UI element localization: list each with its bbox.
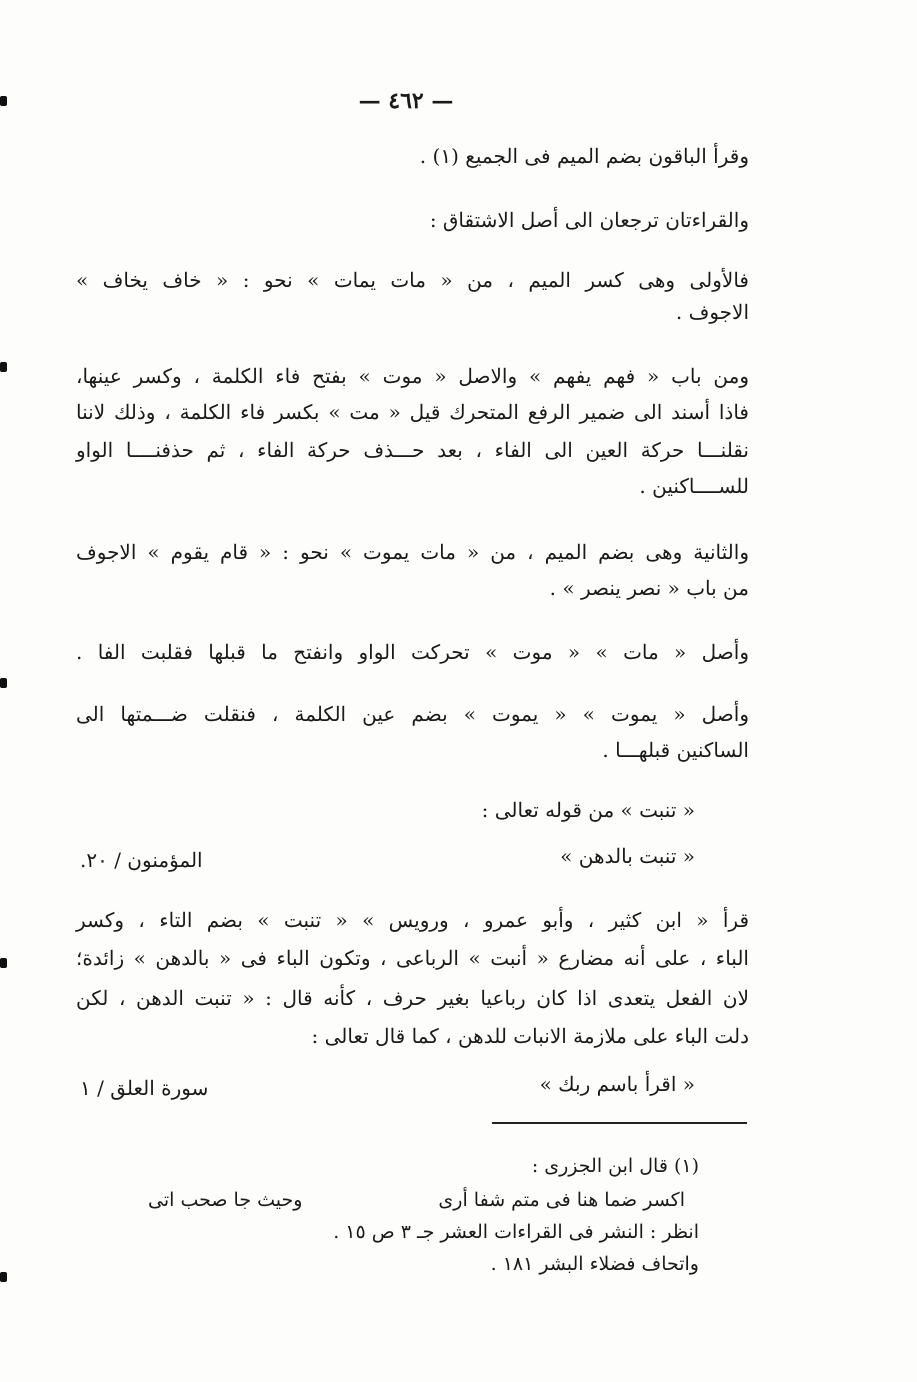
verse-reference: سورة العلق / ١: [80, 1076, 209, 1100]
text-line: وأصل « يموت » « يموت » بضم عين الكلمة ، فنقلت ضـــمتها الى: [76, 702, 749, 726]
footnote-line: انظر : النشر فى القراءات العشر جـ ٣ ص ١٥ .: [333, 1221, 699, 1243]
footnote-line: واتحاف فضلاء البشر ١٨١ .: [490, 1253, 699, 1275]
text-line: فالأولى وهى كسر الميم ، من « مات يمات » نحو : « خاف يخاف »: [76, 268, 749, 292]
footnote-line: (١) قال ابن الجزرى :: [531, 1155, 699, 1177]
footnote-verse-second-half: وحيث جا صحب اتى: [148, 1189, 303, 1211]
quran-verse: « تنبت بالدهن »: [560, 844, 695, 868]
binding-mark: [0, 1272, 7, 1282]
binding-mark: [0, 958, 7, 968]
text-line: ومن باب « فهم يفهم » والاصل « موت » بفتح فاء الكلمة ، وكسر عينها،: [76, 364, 749, 388]
binding-mark: [0, 678, 7, 688]
text-line: الباء ، على أنه مضارع « أنبت » الرباعى ، وتكون الباء فى « بالدهن » زائدة؛: [76, 946, 749, 970]
text-line: الاجوف .: [675, 300, 749, 324]
text-line: للســــاكنين .: [639, 474, 749, 498]
verse-reference: المؤمنون / ٢٠.: [80, 848, 203, 872]
footnote-verse-first-half: اكسر ضما هنا فى متم شفا أرى: [438, 1189, 685, 1211]
text-line: الساكنين قبلهـــا .: [602, 738, 749, 762]
quran-verse: « اقرأ باسم ربك »: [539, 1072, 695, 1096]
text-line: وأصل « مات » « موت » تحركت الواو وانفتح ما قبلها فقلبت الفا .: [76, 640, 749, 664]
binding-mark: [0, 96, 7, 106]
text-line: من باب « نصر ينصر » .: [549, 576, 749, 600]
text-line: قرأ « ابن كثير ، وأبو عمرو ، ورويس » « تنبت » بضم التاء ، وكسر: [76, 908, 749, 932]
text-line: وقرأ الباقون بضم الميم فى الجميع (١) .: [419, 144, 749, 168]
page-number: — ٤٦٢ —: [358, 88, 454, 114]
text-line: نقلنـــا حركة العين الى الفاء ، بعد حـــذف حركة الفاء ، ثم حذفنــــا الواو: [76, 438, 749, 462]
text-line: « تنبت » من قوله تعالى :: [481, 798, 695, 822]
binding-mark: [0, 362, 7, 372]
text-line: لان الفعل يتعدى اذا كان رباعيا بغير حرف ، كأنه قال : « تنبت الدهن ، لكن: [76, 986, 749, 1010]
text-line: والقراءتان ترجعان الى أصل الاشتقاق :: [429, 208, 749, 232]
footnote-separator: [492, 1122, 747, 1124]
text-line: دلت الباء على ملازمة الانبات للدهن ، كما قال تعالى :: [311, 1024, 749, 1048]
text-line: فاذا أسند الى ضمير الرفع المتحرك قيل « مت » بكسر فاء الكلمة ، وذلك لاننا: [76, 400, 749, 424]
text-line: والثانية وهى بضم الميم ، من « مات يموت » نحو : « قام يقوم » الاجوف: [76, 540, 749, 564]
